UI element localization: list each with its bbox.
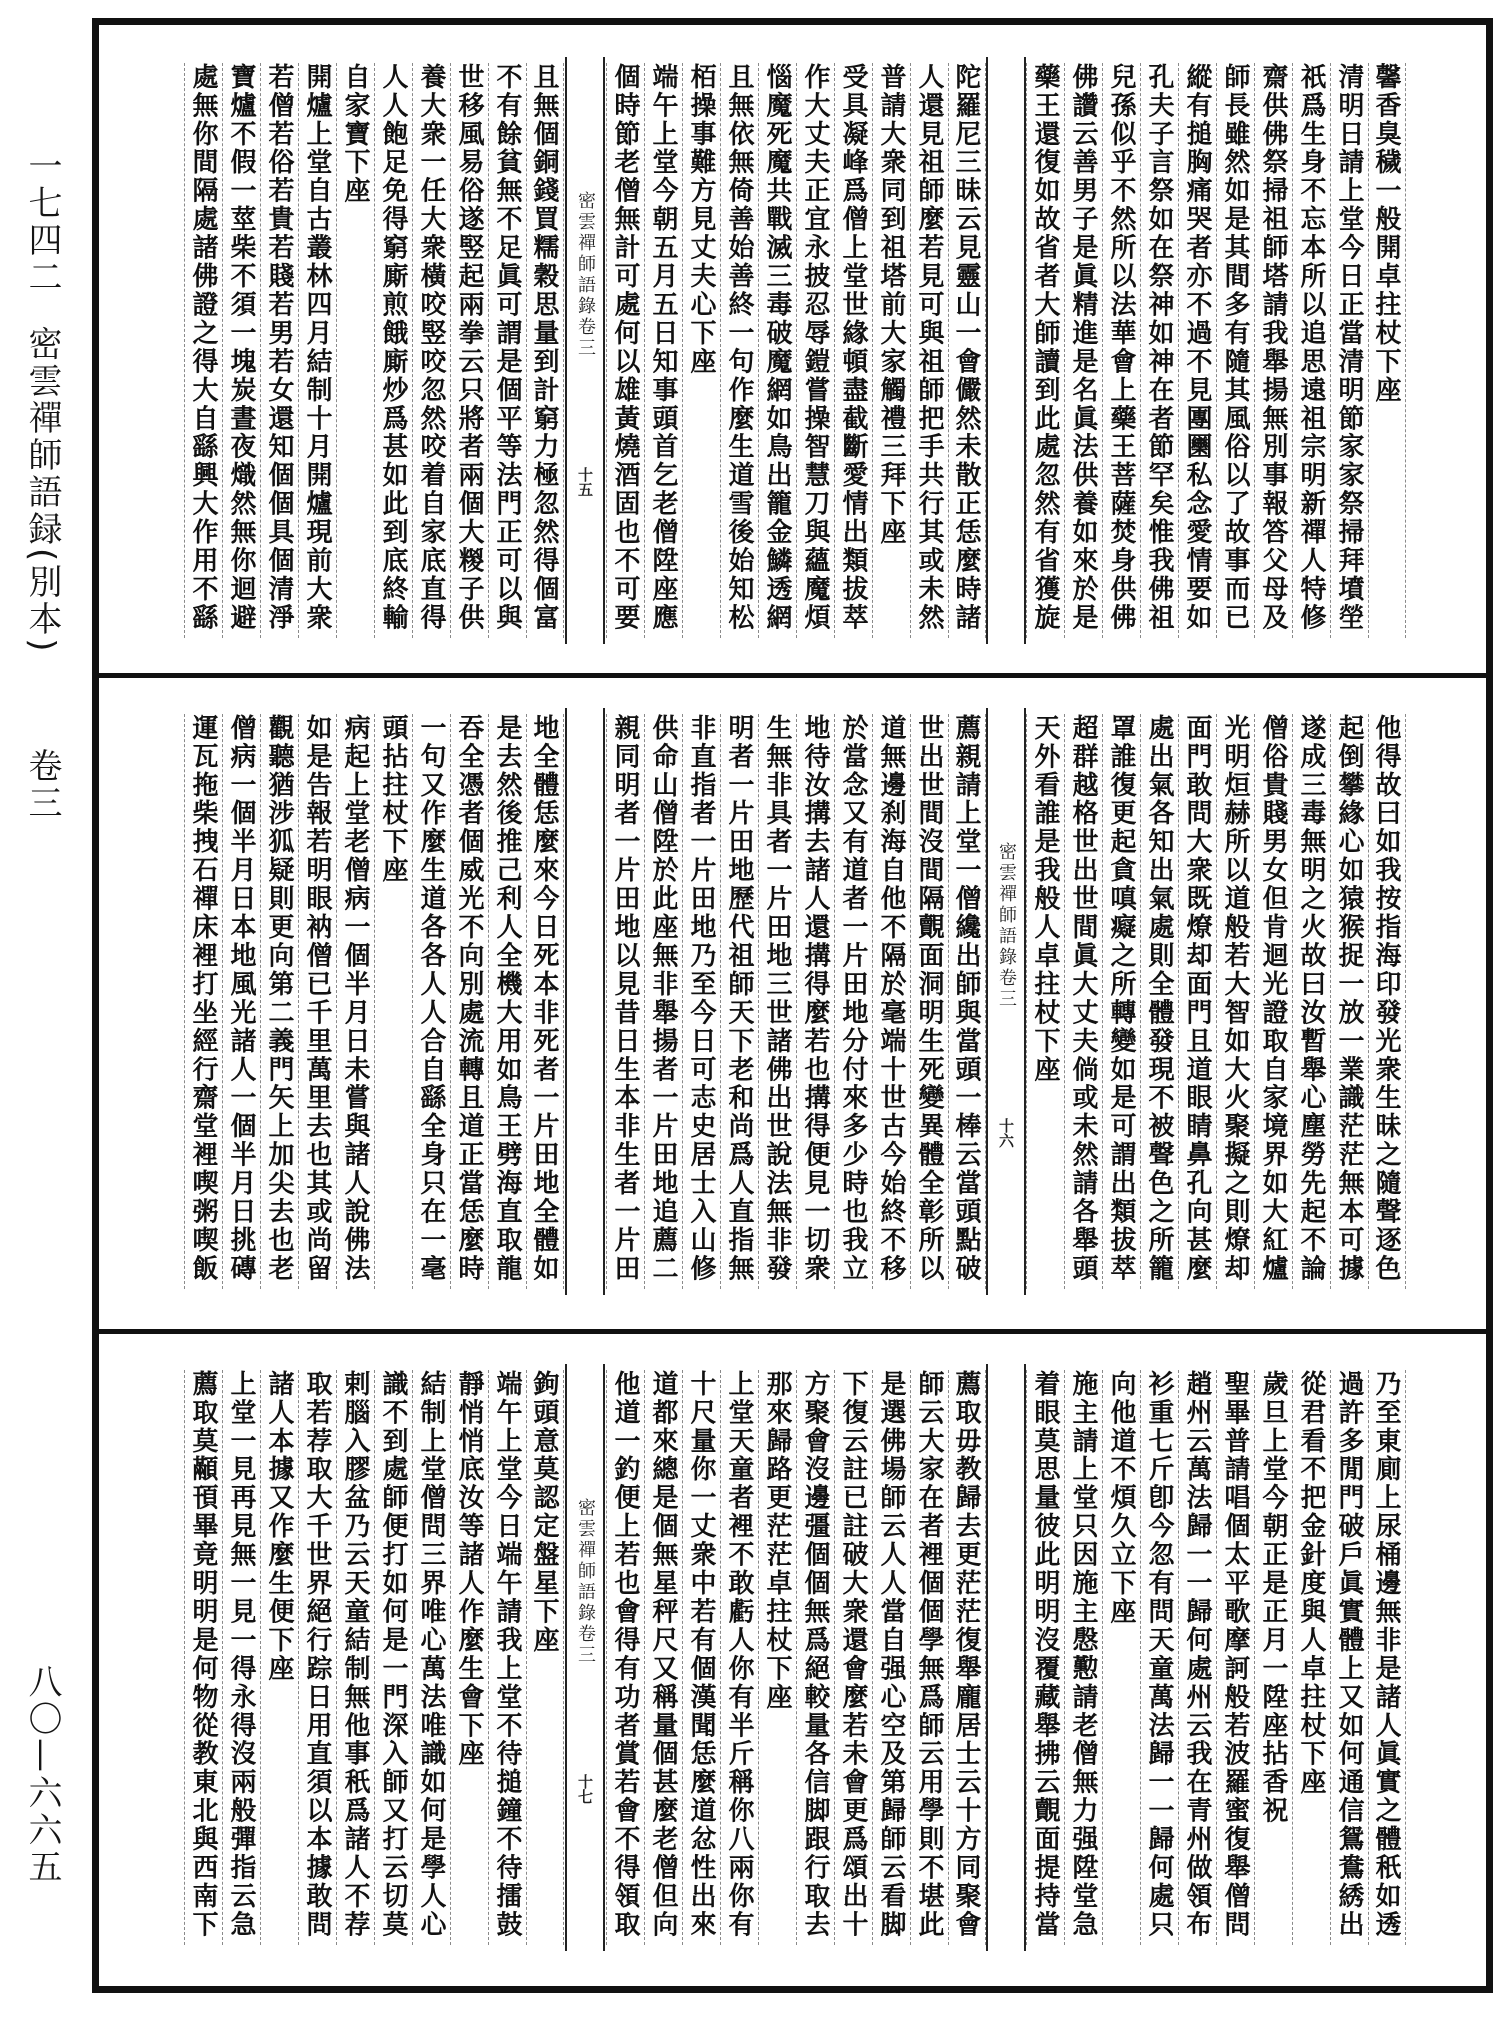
text-column: 薦取毋教歸去更茫茫復舉龐居士云十方同聚會 <box>948 1370 986 1945</box>
text-column: 道無邊刹海自他不隔於毫端十世古今始終不移 <box>872 714 910 1289</box>
text-column: 着眼莫思量彼此明明沒覆藏舉拂云覿面提持當 <box>1026 1370 1064 1945</box>
page-label: 密雲禪師語錄卷三 <box>575 1498 596 1666</box>
text-column: 兒孫似乎不然所以法華會上藥王菩薩焚身供佛 <box>1102 63 1140 638</box>
register-page-17 <box>0 1370 1505 1950</box>
register-page-16 <box>0 714 1505 1294</box>
text-column: 起倒攀緣心如猿猴捉一放一業識茫茫無本可據 <box>1330 714 1368 1289</box>
text-column: 馨香臭穢一般開卓拄杖下座 <box>1368 63 1406 638</box>
text-column: 他道一釣便上若也會得有功者賞若會不得領取 <box>606 1370 644 1945</box>
text-column: 衫重七斤卽今忽有問天童萬法歸一一歸何處只 <box>1140 1370 1178 1945</box>
text-column: 僧俗貴賤男女但肯迴光證取自家境界如大紅爐 <box>1254 714 1292 1289</box>
text-column: 於當念又有道者一片田地分付來多少時也我立 <box>834 714 872 1289</box>
text-column: 若僧若俗若貴若賤若男若女還知個個具個清淨 <box>260 63 298 638</box>
text-column: 陀羅尼三昧云見靈山一會儼然未散正恁麼時諸 <box>948 63 986 638</box>
text-column: 頭拈拄杖下座 <box>374 714 412 1289</box>
text-column: 是去然後推己利人全機大用如鳥王劈海直取龍 <box>488 714 526 1289</box>
register-page-15 <box>0 63 1505 643</box>
text-column: 藥王還復如故省者大師讀到此處忽然有省獲旋 <box>1026 63 1064 638</box>
text-column: 遂成三毒無明之火故曰汝暫舉心塵勞先起不論 <box>1292 714 1330 1289</box>
text-column: 清明日請上堂今日正當清明節家家祭掃拜墳塋 <box>1330 63 1368 638</box>
text-column: 向他道不煩久立下座 <box>1102 1370 1140 1945</box>
text-column: 天外看誰是我般人卓拄杖下座 <box>1026 714 1064 1289</box>
text-column: 下復云註已註破大衆還會麼若未會更爲頌出十 <box>834 1370 872 1945</box>
text-column: 處無你間隔處諸佛證之得大自繇興大作用不繇 <box>184 63 222 638</box>
text-column: 孔夫子言祭如在祭神如神在者節罕矣惟我佛祖 <box>1140 63 1178 638</box>
register-divider <box>92 673 1493 678</box>
text-column: 乃至東廁上尿桶邊無非是諸人眞實之體秖如透 <box>1368 1370 1406 1945</box>
page-number: 十七 <box>576 1774 594 1804</box>
text-column: 方聚會沒邊彊個個無爲絕較量各信脚跟行取去 <box>796 1370 834 1945</box>
text-column: 非直指者一片田地乃至今日可志史居士入山修 <box>682 714 720 1289</box>
text-column: 靜悄悄底汝等諸人作麼生會下座 <box>450 1370 488 1945</box>
text-column: 上堂一見再見無一見一得永得沒兩般彈指云急 <box>222 1370 260 1945</box>
text-column: 祇爲生身不忘本所以追思遠祖宗明新禪人特修 <box>1292 63 1330 638</box>
fold-gutter <box>986 57 1026 644</box>
text-column: 地全體恁麼來今日死本非死者一片田地全體如 <box>526 714 564 1289</box>
text-column: 端午上堂今日端午請我上堂不待搥鐘不待擂鼓 <box>488 1370 526 1945</box>
text-column: 世移風易俗遂竪起兩拳云只將者兩個大糉子供 <box>450 63 488 638</box>
text-column: 生無非具者一片田地三世諸佛出世說法無非發 <box>758 714 796 1289</box>
text-column: 取若荐取大千世界絕行踪日用直須以本據敢問 <box>298 1370 336 1945</box>
text-column: 那來歸路更茫茫卓拄杖下座 <box>758 1370 796 1945</box>
text-column: 栢操事難方見丈夫心下座 <box>682 63 720 638</box>
text-column: 世出世間沒間隔覿面洞明生死變異體全彰所以 <box>910 714 948 1289</box>
text-column: 受具凝峰爲僧上堂世緣頓盡截斷愛情出類拔萃 <box>834 63 872 638</box>
text-column: 且無個銅錢買糯穀思量到計窮力極忽然得個富 <box>526 63 564 638</box>
register-divider <box>92 1329 1493 1334</box>
text-column: 人還見祖師麼若見可與祖師把手共行其或未然 <box>910 63 948 638</box>
text-column: 寶爐不假一莖柴不須一塊炭晝夜熾然無你迴避 <box>222 63 260 638</box>
text-column: 齋供佛祭掃祖師塔請我舉揚無別事報答父母及 <box>1254 63 1292 638</box>
fold-gutter <box>565 57 605 644</box>
left-text-block <box>184 714 564 1289</box>
text-column: 薦親請上堂一僧纔出師與當頭一棒云當頭點破 <box>948 714 986 1289</box>
text-column: 趙州云萬法歸一一歸何處州云我在青州做領布 <box>1178 1370 1216 1945</box>
text-column: 如是告報若明眼衲僧已千里萬里去也其或尚留 <box>298 714 336 1289</box>
text-column: 施主請上堂只因施主慇懃請老僧無力强陞堂急 <box>1064 1370 1102 1945</box>
middle-text-block <box>606 63 986 638</box>
text-column: 端午上堂今朝五月五日知事頭首乞老僧陞座應 <box>644 63 682 638</box>
text-column: 縱有搥胸痛哭者亦不過不見團圞私念愛情要如 <box>1178 63 1216 638</box>
text-column: 養大衆一任大衆橫咬竪咬忽然咬着自家底直得 <box>412 63 450 638</box>
text-column: 開爐上堂自古叢林四月結制十月開爐現前大衆 <box>298 63 336 638</box>
middle-text-block <box>606 1370 986 1945</box>
text-column: 普請大衆同到祖塔前大家觸禮三拜下座 <box>872 63 910 638</box>
text-column: 從君看不把金針度與人卓拄杖下座 <box>1292 1370 1330 1945</box>
text-column: 歲旦上堂今朝正是正月一陞座拈香祝 <box>1254 1370 1292 1945</box>
page-label: 密雲禪師語錄卷三 <box>996 842 1017 1010</box>
text-column: 十尺量你一丈衆中若有個漢聞恁麼道忿性出來 <box>682 1370 720 1945</box>
text-column: 識不到處師便打如何是一門深入師又打云切莫 <box>374 1370 412 1945</box>
fold-gutter <box>565 708 605 1295</box>
text-column: 運瓦拖柴拽石禪床裡打坐經行齋堂裡喫粥喫飯 <box>184 714 222 1289</box>
text-column: 過許多閒門破戶眞實體上又如何通信鴛鴦綉出 <box>1330 1370 1368 1945</box>
catalog-number: 一七四二 <box>22 148 62 296</box>
text-column: 吞全憑者個威光不向別處流轉且道正當恁麼時 <box>450 714 488 1289</box>
text-column: 面門敢問大衆既燎却面門且道眼睛鼻孔向甚麼 <box>1178 714 1216 1289</box>
text-column: 師云大家在者裡個個學無爲師云用學則不堪此 <box>910 1370 948 1945</box>
text-column: 上堂天童者裡不敢虧人你有半斤稱你八兩你有 <box>720 1370 758 1945</box>
text-column: 親同明者一片田地以見昔日生本非生者一片田 <box>606 714 644 1289</box>
text-column: 鉤頭意莫認定盤星下座 <box>526 1370 564 1945</box>
text-column: 且無依無倚善始善終一句作麼生道雪後始知松 <box>720 63 758 638</box>
text-column: 地待汝搆去諸人還搆得麼若也搆得便見一切衆 <box>796 714 834 1289</box>
middle-text-block <box>606 714 986 1289</box>
text-column: 超群越格世出世間眞大丈夫倘或未然請各舉頭 <box>1064 714 1102 1289</box>
fold-gutter <box>565 1364 605 1951</box>
text-column: 人人飽足免得窮廝煎餓廝炒爲甚如此到底終輸 <box>374 63 412 638</box>
text-column: 觀聽猶涉狐疑則更向第二義門矢上加尖去也老 <box>260 714 298 1289</box>
text-column: 供命山僧陞於此座無非舉揚者一片田地追薦二 <box>644 714 682 1289</box>
text-column: 一句又作麼生道各各人人合自繇全身只在一毫 <box>412 714 450 1289</box>
text-column: 聖畢普請唱個太平歌摩訶般若波羅蜜復舉僧問 <box>1216 1370 1254 1945</box>
text-column: 明者一片田地歷代祖師天下老和尚爲人直指無 <box>720 714 758 1289</box>
right-text-block <box>1026 714 1406 1289</box>
fascicle-label: 卷三 <box>22 748 62 822</box>
text-column: 個時節老僧無計可處何以雄黃燒酒固也不可要 <box>606 63 644 638</box>
text-column: 惱魔死魔共戰滅三毒破魔網如鳥出籠金鱗透網 <box>758 63 796 638</box>
fold-gutter <box>986 1364 1026 1951</box>
right-text-block <box>1026 63 1406 638</box>
text-column: 作大丈夫正宜永披忍辱鎧嘗操智慧刀與蘊魔煩 <box>796 63 834 638</box>
text-column: 剌腦入膠盆乃云天童結制無他事秖爲諸人不荐 <box>336 1370 374 1945</box>
text-column: 僧病一個半月日本地風光諸人一個半月日挑磚 <box>222 714 260 1289</box>
text-column: 是選佛場師云人人當自强心空及第歸師云看脚 <box>872 1370 910 1945</box>
page-label: 密雲禪師語錄卷三 <box>575 191 596 359</box>
text-column: 薦取莫顢頇畢竟明明是何物從教東北與西南下 <box>184 1370 222 1945</box>
left-text-block <box>184 63 564 638</box>
right-text-block <box>1026 1370 1406 1945</box>
left-text-block <box>184 1370 564 1945</box>
text-column: 諸人本據又作麼生便下座 <box>260 1370 298 1945</box>
text-column: 道都來總是個無星秤尺又稱量個甚麼老僧但向 <box>644 1370 682 1945</box>
text-column: 處出氣各知出氣處則全體發現不被聲色之所籠 <box>1140 714 1178 1289</box>
page-number: 十六 <box>997 1118 1015 1148</box>
text-column: 佛讚云善男子是眞精進是名眞法供養如來於是 <box>1064 63 1102 638</box>
page-number: 十五 <box>576 467 594 497</box>
text-column: 他得故曰如我按指海印發光衆生昧之隨聲逐色 <box>1368 714 1406 1289</box>
text-column: 自家寶下座 <box>336 63 374 638</box>
fold-gutter <box>986 708 1026 1295</box>
text-column: 病起上堂老僧病一個半月日未嘗與諸人說佛法 <box>336 714 374 1289</box>
book-title: 密雲禪師語録(別本) <box>22 326 62 655</box>
text-column: 師長雖然如是其間多有隨其風俗以了故事而已 <box>1216 63 1254 638</box>
text-column: 光明烜赫所以道般若大智如大火聚擬之則燎却 <box>1216 714 1254 1289</box>
text-column: 結制上堂僧問三界唯心萬法唯識如何是學人心 <box>412 1370 450 1945</box>
text-column: 不有餘貧無不足眞可謂是個平等法門正可以與 <box>488 63 526 638</box>
volume-page-reference: 八〇—六六五 <box>22 1664 62 1886</box>
text-column: 罩誰復更起貪嗔癡之所轉變如是可謂出類拔萃 <box>1102 714 1140 1289</box>
